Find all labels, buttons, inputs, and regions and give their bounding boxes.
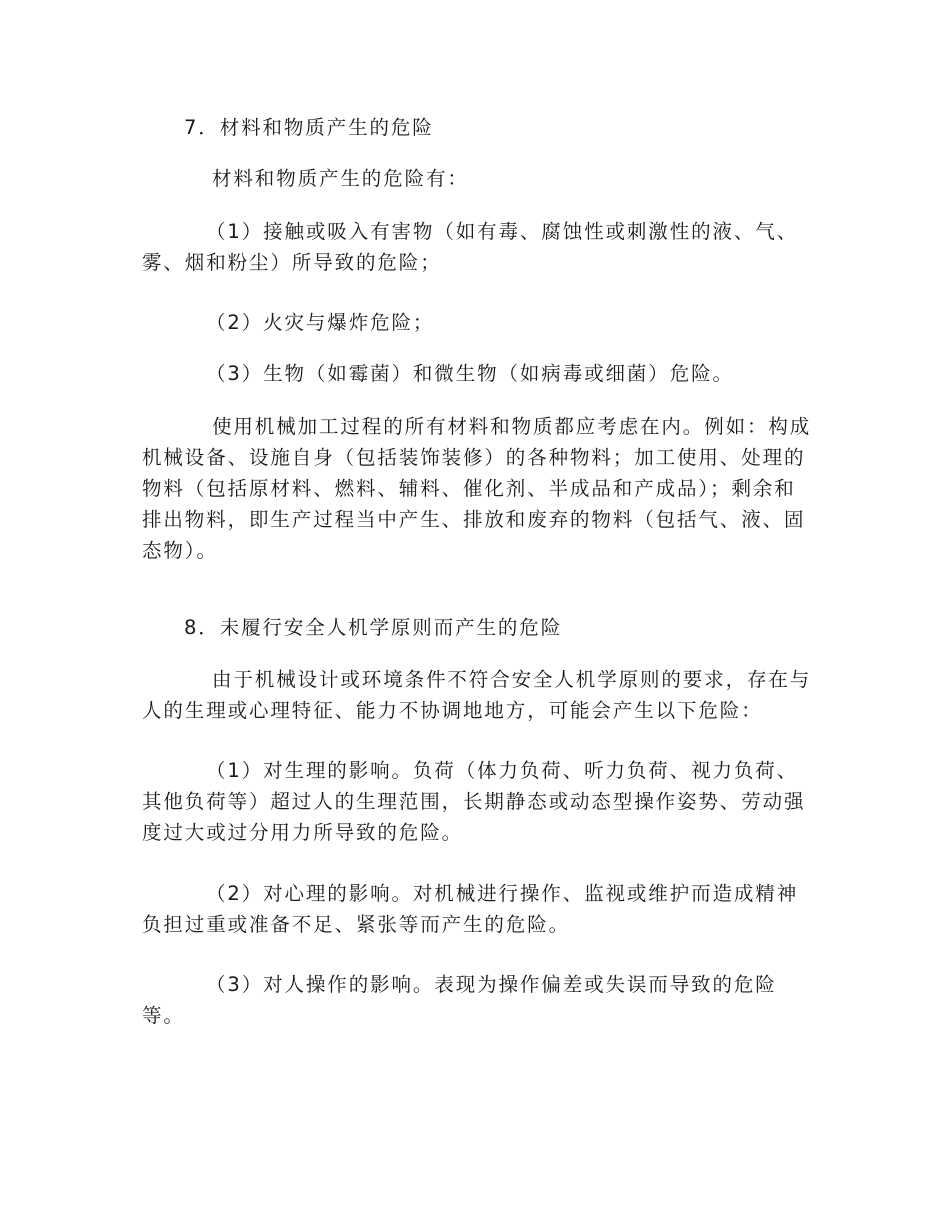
paragraph-materials: 使用机械加工过程的所有材料和物质都应考虑在内。例如：构成机械设备、设施自身（包括装饰装修）的各种物料；加工使用、处理的物料（包括原材料、燃料、辅料、催化剂、半成品和产成品）；剩余和排出物料，即生产过程当中产生、排放和废弃的物料（包括气、液、固态物）。 <box>142 415 812 562</box>
section-heading-8: 8．未履行安全人机学原则而产生的危险 <box>184 616 563 639</box>
list-item-1: （1）接触或吸入有害物（如有毒、腐蚀性或刺激性的液、气、雾、烟和粉尘）所导致的危险； <box>142 220 799 274</box>
list-item-2: （2）火灾与爆炸危险； <box>206 311 435 334</box>
list-item-psychological: （2）对心理的影响。对机械进行操作、监视或维护而造成精神负担过重或准备不足、紧张等而产生的危险。 <box>142 882 799 936</box>
list-item-3: （3）生物（如霉菌）和微生物（如病毒或细菌）危险。 <box>206 362 734 385</box>
section-heading-7: 7．材料和物质产生的危险 <box>184 116 434 139</box>
paragraph-ergonomics: 由于机械设计或环境条件不符合安全人机学原则的要求，存在与人的生理或心理特征、能力不协调地地方，可能会产生以下危险： <box>142 668 812 722</box>
list-item-operation: （3）对人操作的影响。表现为操作偏差或失误而导致的危险等。 <box>142 973 777 1027</box>
paragraph-intro: 材料和物质产生的危险有： <box>212 167 469 190</box>
list-item-physiological: （1）对生理的影响。负荷（体力负荷、听力负荷、视力负荷、其他负荷等）超过人的生理范围，长期静态或动态型操作姿势、劳动强度过大或过分用力所导致的危险。 <box>142 759 806 844</box>
